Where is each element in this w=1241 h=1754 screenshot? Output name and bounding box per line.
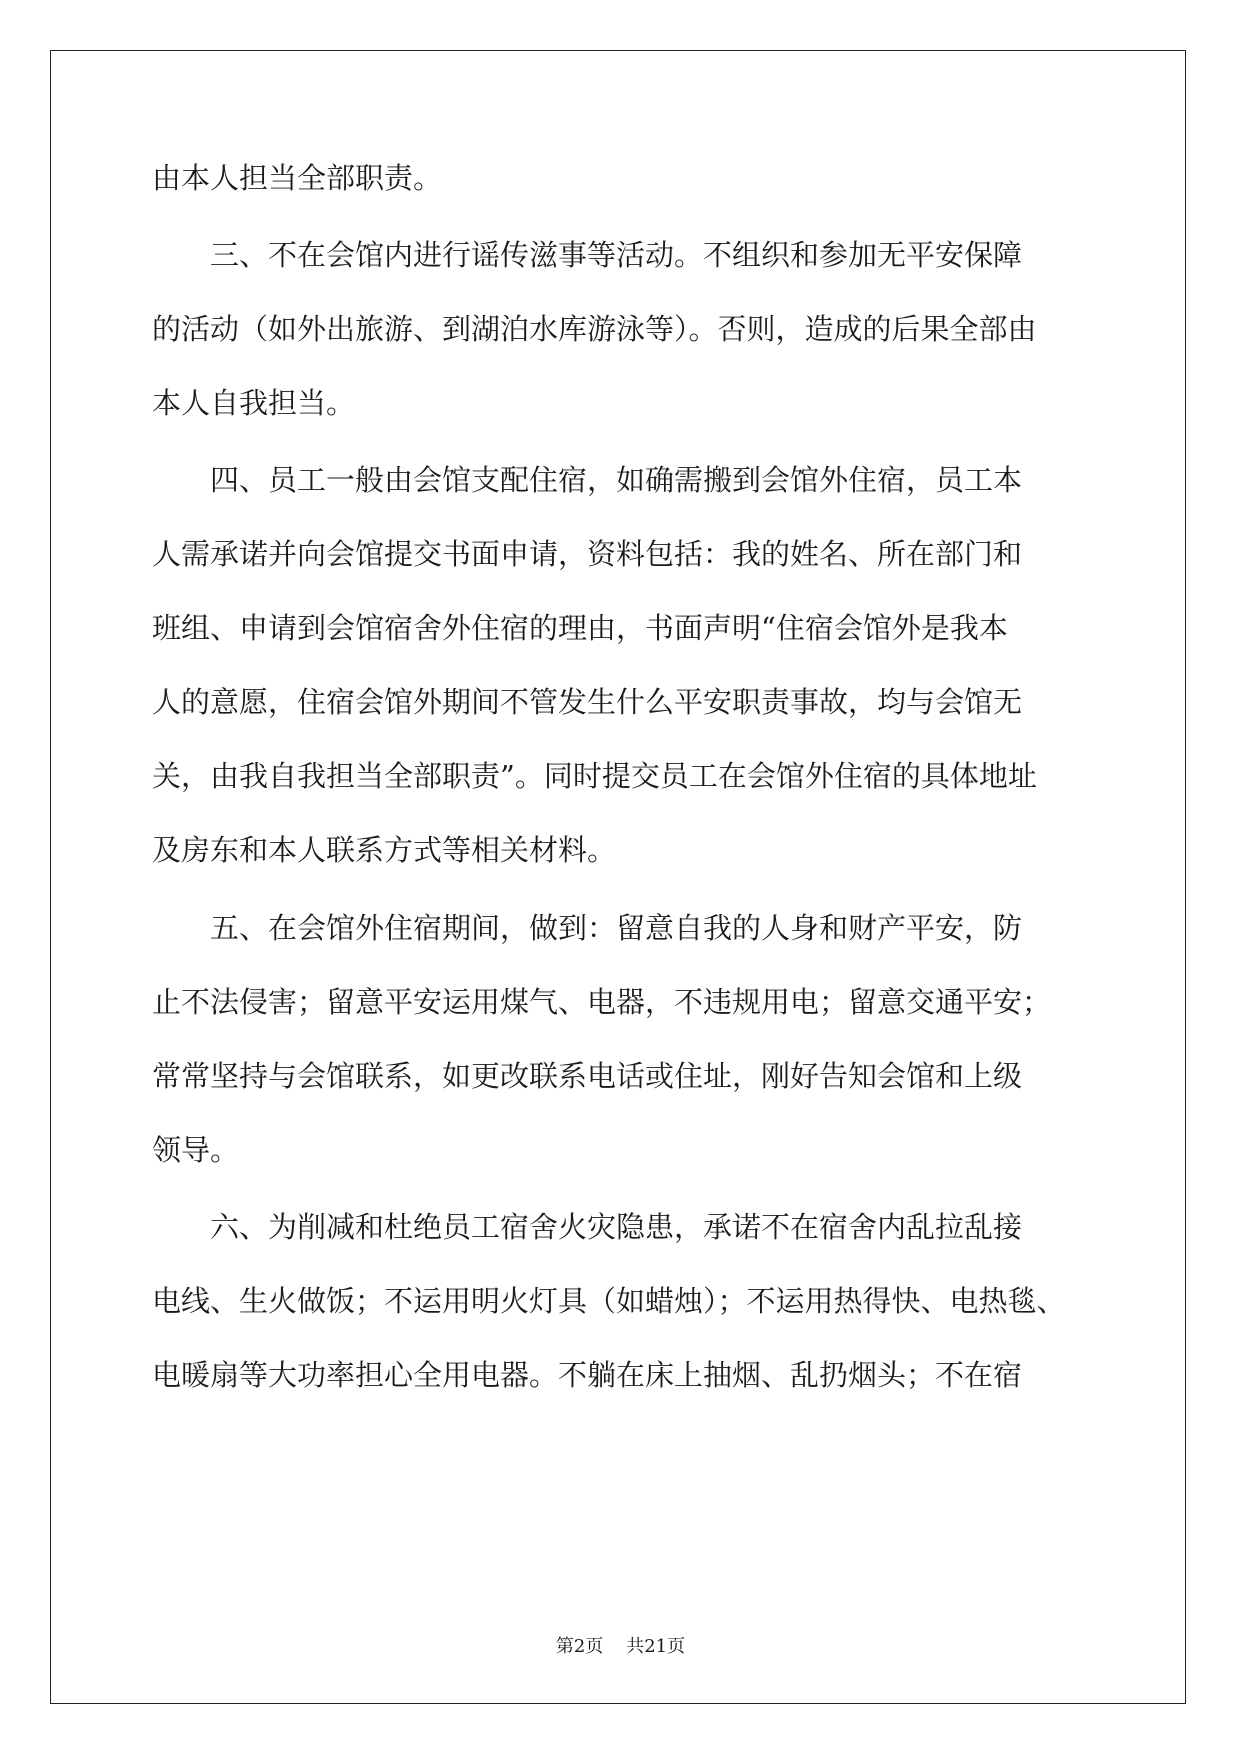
page-number: 第2页 (555, 1636, 604, 1657)
text-line: 由本人担当全部职责。 (152, 161, 443, 195)
text-line: 及房东和本人联系方式等相关材料。 (152, 833, 617, 867)
text-line: 五、在会馆外住宿期间，做到：留意自我的人身和财产平安，防 (210, 911, 1023, 945)
text-line: 止不法侵害；留意平安运用煤气、电器，不违规用电；留意交通平安； (152, 985, 1052, 1019)
text-line: 的活动（如外出旅游、到湖泊水库游泳等）。否则，造成的后果全部由 (152, 312, 1037, 346)
text-line: 本人自我担当。 (152, 386, 356, 420)
text-line: 六、为削减和杜绝员工宿舍火灾隐患，承诺不在宿舍内乱拉乱接 (210, 1210, 1023, 1244)
text-line: 班组、申请到会馆宿舍外住宿的理由，书面声明“住宿会馆外是我本 (152, 611, 1008, 645)
text-line: 人需承诺并向会馆提交书面申请，资料包括：我的姓名、所在部门和 (152, 537, 1023, 571)
text-line: 关，由我自我担当全部职责”。同时提交员工在会馆外住宿的具体地址 (152, 759, 1037, 793)
text-line: 常常坚持与会馆联系，如更改联系电话或住址，刚好告知会馆和上级 (152, 1059, 1023, 1093)
total-pages: 共21页 (626, 1636, 686, 1657)
text-line: 电线、生火做饭；不运用明火灯具（如蜡烛）；不运用热得快、电热毯、 (152, 1284, 1066, 1318)
text-line: 电暖扇等大功率担心全用电器。不躺在床上抽烟、乱扔烟头；不在宿 (152, 1358, 1023, 1392)
text-line: 四、员工一般由会馆支配住宿，如确需搬到会馆外住宿，员工本 (210, 463, 1023, 497)
text-line: 领导。 (152, 1133, 240, 1167)
text-line: 人的意愿，住宿会馆外期间不管发生什么平安职责事故，均与会馆无 (152, 685, 1023, 719)
text-line: 三、不在会馆内进行谣传滋事等活动。不组织和参加无平安保障 (210, 238, 1023, 272)
page-border (50, 50, 1186, 1704)
page-footer (0, 1635, 1241, 1659)
